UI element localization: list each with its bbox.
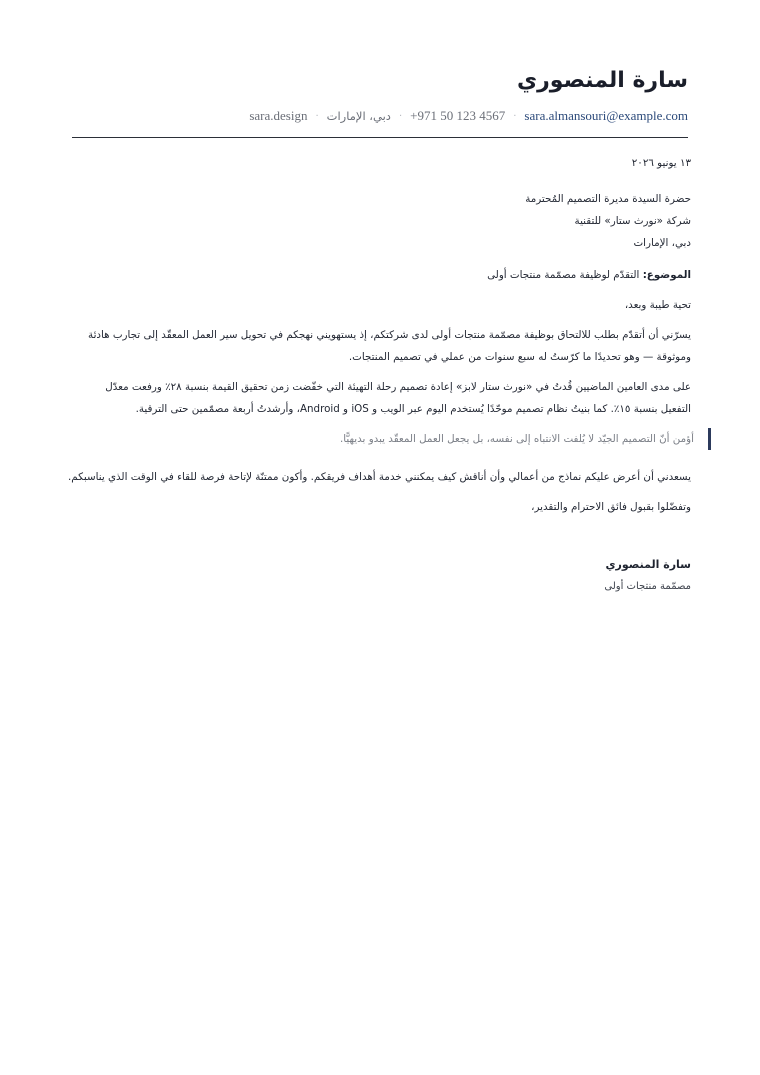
location-text: دبي، الإمارات <box>326 109 391 123</box>
paragraph-line: يسرّني أن أتقدّم بطلب للالتحاق بوظيفة مصمّمة منتجات أولى لدى شركتكم، إذ يستهويني نهجكم في تحويل سير العمل المعقّد إلى تجارب هادئة <box>88 329 691 341</box>
paragraph-experience <box>10 376 691 420</box>
recipient-line: حضرة السيدة مديرة التصميم المُحترمة <box>525 193 691 205</box>
letter-date: ١٣ يونيو ٢٠٢٦ <box>631 157 691 169</box>
subject-line <box>10 264 691 286</box>
header-divider <box>72 137 688 138</box>
letter-body <box>10 152 694 598</box>
letter-page <box>68 0 694 1075</box>
contact-line <box>249 108 688 124</box>
sender-name: سارة المنصوري <box>516 68 688 93</box>
paragraph-line: على مدى العامين الماضيين قُدتُ في «نورث ستار لابز» إعادة تصميم رحلة التهيئة التي خفّضت زمن تحقيق القيمة بنسبة ٢٨٪ ورفعت معدّل <box>105 381 691 393</box>
subject-label: الموضوع: <box>642 269 691 281</box>
recipient-block <box>10 188 691 254</box>
closing-phrase: وتفضّلوا بقبول فائق الاحترام والتقدير، <box>531 501 691 513</box>
philosophy-quote: أؤمن أنّ التصميم الجيّد لا يُلفت الانتباه إلى نفسه، بل يجعل العمل المعقّد يبدو بديهيًّا. <box>10 428 711 450</box>
paragraph-intro <box>10 324 691 368</box>
separator-dot: · <box>513 110 517 122</box>
paragraph-closing: يسعدني أن أعرض عليكم نماذج من أعمالي وأن أناقش كيف يمكنني خدمة أهداف فريقكم. وأكون ممتنّة لإتاحة فرصة للقاء في الوقت الذي يناسبكم. <box>68 471 691 483</box>
recipient-line: شركة «نورث ستار» للتقنية <box>574 215 691 227</box>
greeting: تحية طيبة وبعد، <box>624 299 691 311</box>
website-link[interactable]: sara.design <box>249 108 308 123</box>
signature-name: سارة المنصوري <box>605 558 691 571</box>
subject-text: التقدّم لوظيفة مصمّمة منتجات أولى <box>487 269 640 281</box>
paragraph-line: التفعيل بنسبة ١٥٪. كما بنيتُ نظام تصميم موحّدًا يُستخدم اليوم عبر الويب و iOS و Android، وأرشدتُ أربعة مصمّمين حتى الترقية. <box>135 403 691 415</box>
email-link[interactable]: sara.almansouri@example.com <box>524 108 688 123</box>
separator-dot: · <box>315 110 319 122</box>
paragraph-line: وموثوقة — وهو تحديدًا ما كرّستُ له سبع سنوات من عملي في تصميم المنتجات. <box>348 351 691 363</box>
separator-dot: · <box>398 110 403 122</box>
signature-title: مصمّمة منتجات أولى <box>604 581 691 592</box>
recipient-line: دبي، الإمارات <box>633 237 691 249</box>
phone-number: +971 50 123 4567 <box>410 108 506 123</box>
